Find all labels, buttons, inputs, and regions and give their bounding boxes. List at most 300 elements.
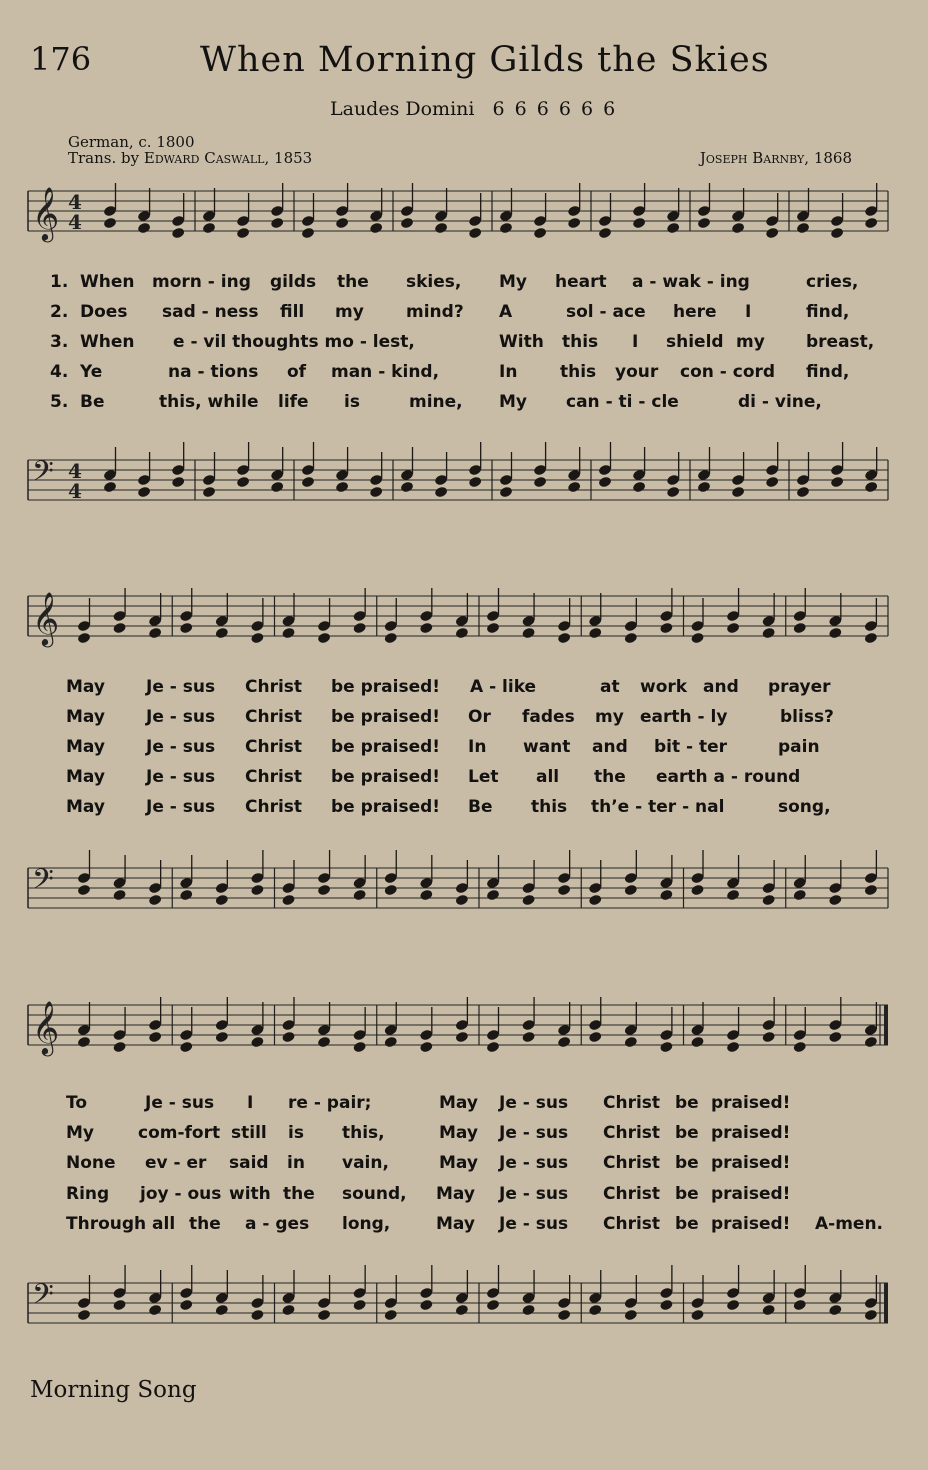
- lyric-syllable: May: [66, 737, 105, 757]
- lyric-syllable: morn - ing: [152, 272, 251, 292]
- verse-2-line-3: [0, 1123, 928, 1147]
- lyric-syllable: di - vine,: [738, 392, 822, 412]
- notehead: [761, 1031, 775, 1044]
- lyric-syllable: man - kind,: [331, 362, 440, 382]
- lyric-syllable: sound,: [342, 1184, 407, 1204]
- notehead: [171, 476, 185, 489]
- lyric-syllable: Je - sus: [146, 707, 216, 727]
- lyric-syllable: want: [523, 737, 571, 757]
- notehead: [112, 622, 126, 635]
- lyric-syllable: To: [66, 1093, 88, 1113]
- notehead: [137, 222, 151, 235]
- notehead: [419, 889, 433, 902]
- notehead: [624, 1036, 638, 1049]
- lyric-syllable: A: [499, 302, 513, 322]
- notehead: [335, 481, 349, 494]
- lyric-syllable: Christ: [603, 1184, 661, 1204]
- lyric-syllable: and: [703, 677, 739, 697]
- notehead: [317, 632, 331, 645]
- notehead: [765, 227, 779, 240]
- lyric-syllable: Christ: [245, 797, 303, 817]
- treble-clef-icon: 𝄞: [32, 591, 60, 645]
- verse-3-line-3: [0, 1153, 928, 1177]
- lyric-syllable: con - cord: [680, 362, 776, 382]
- lyric-syllable: Je - sus: [499, 1214, 569, 1234]
- notehead: [281, 627, 295, 640]
- notehead: [179, 889, 193, 902]
- bass-clef-icon: 𝄢: [32, 1278, 54, 1318]
- lyric-syllable: heart: [555, 272, 607, 292]
- notehead: [486, 889, 500, 902]
- lyric-syllable: pain: [778, 737, 820, 757]
- lyric-syllable: Christ: [245, 707, 303, 727]
- lyric-syllable: In: [468, 737, 487, 757]
- translation-year: 1853: [274, 149, 313, 167]
- notehead: [521, 1031, 535, 1044]
- notehead: [352, 889, 366, 902]
- notehead: [103, 217, 117, 230]
- notehead: [335, 217, 349, 230]
- notehead: [830, 227, 844, 240]
- notehead: [179, 1299, 193, 1312]
- notehead: [632, 481, 646, 494]
- lyric-syllable: Je - sus: [499, 1153, 569, 1173]
- notehead: [632, 217, 646, 230]
- tune-name: Laudes Domini: [330, 98, 475, 120]
- lyric-syllable: gilds: [270, 272, 317, 292]
- notehead: [486, 1041, 500, 1054]
- notehead: [250, 632, 264, 645]
- notehead: [726, 1299, 740, 1312]
- bass-clef-icon: 𝄢: [32, 455, 54, 495]
- treble-clef-icon: 𝄞: [32, 1000, 60, 1054]
- notehead: [761, 894, 775, 907]
- lyric-syllable: work: [640, 677, 688, 697]
- notehead: [215, 1304, 229, 1317]
- notehead: [830, 476, 844, 489]
- lyric-syllable: May: [439, 1153, 478, 1173]
- notehead: [666, 222, 680, 235]
- notehead: [864, 884, 878, 897]
- verse-5-line-3: [0, 1214, 928, 1238]
- lyric-syllable: with: [229, 1184, 271, 1204]
- lyric-syllable: fill: [280, 302, 305, 322]
- lyric-syllable: praised!: [711, 1153, 791, 1173]
- lyric-syllable: still: [231, 1123, 267, 1143]
- lyric-syllable: May: [66, 797, 105, 817]
- notehead: [400, 217, 414, 230]
- lyric-syllable: na - tions: [168, 362, 259, 382]
- lyric-syllable: th’e - ter - nal: [591, 797, 725, 817]
- notehead: [434, 222, 448, 235]
- lyric-syllable: Does: [80, 302, 128, 322]
- notehead: [215, 1031, 229, 1044]
- lyric-syllable: May: [66, 677, 105, 697]
- notehead: [384, 1036, 398, 1049]
- lyric-syllable: said: [229, 1153, 269, 1173]
- lyric-syllable: find,: [806, 302, 850, 322]
- notehead: [384, 884, 398, 897]
- notehead: [864, 632, 878, 645]
- verse-4-line-2: [0, 767, 928, 791]
- lyric-syllable: fades: [522, 707, 575, 727]
- lyric-syllable: praised!: [711, 1214, 791, 1234]
- lyric-syllable: shield: [666, 332, 724, 352]
- lyric-syllable: be: [675, 1214, 699, 1234]
- lyric-syllable: joy - ous: [140, 1184, 222, 1204]
- notehead: [455, 1304, 469, 1317]
- lyric-syllable: May: [439, 1123, 478, 1143]
- notehead: [419, 622, 433, 635]
- lyric-syllable: my: [736, 332, 765, 352]
- lyric-syllable: May: [439, 1093, 478, 1113]
- notehead: [281, 894, 295, 907]
- verse-2-line-2: [0, 707, 928, 731]
- notehead: [486, 1299, 500, 1312]
- hymn-title: When Morning Gilds the Skies: [200, 40, 770, 80]
- treble-staff-system-2: [0, 591, 928, 645]
- lyric-syllable: With: [499, 332, 544, 352]
- notehead: [598, 227, 612, 240]
- notehead: [659, 622, 673, 635]
- time-signature-top: 4: [68, 190, 82, 214]
- lyric-syllable: Christ: [245, 767, 303, 787]
- notehead: [236, 227, 250, 240]
- notehead: [112, 1041, 126, 1054]
- lyric-syllable: sad - ness: [162, 302, 259, 322]
- notehead: [567, 217, 581, 230]
- notehead: [588, 627, 602, 640]
- lyric-syllable: Christ: [603, 1214, 661, 1234]
- lyric-syllable: the: [337, 272, 369, 292]
- lyric-syllable: be praised!: [331, 767, 441, 787]
- notehead: [588, 1304, 602, 1317]
- notehead: [521, 627, 535, 640]
- time-signature-top: 4: [68, 459, 82, 483]
- lyric-syllable: I: [632, 332, 639, 352]
- notehead: [588, 894, 602, 907]
- lyric-syllable: Ring: [66, 1184, 110, 1204]
- notehead: [761, 1304, 775, 1317]
- notehead: [112, 1299, 126, 1312]
- notehead: [369, 486, 383, 499]
- notehead: [666, 486, 680, 499]
- lyric-syllable: e - vil thoughts mo - lest,: [173, 332, 415, 352]
- lyric-syllable: bliss?: [780, 707, 834, 727]
- notehead: [690, 884, 704, 897]
- notehead: [317, 1309, 331, 1322]
- lyric-syllable: Christ: [245, 677, 303, 697]
- lyric-syllable: this: [562, 332, 599, 352]
- tune-info: [330, 98, 617, 120]
- notehead: [761, 627, 775, 640]
- notehead: [557, 884, 571, 897]
- notehead: [726, 622, 740, 635]
- notehead: [588, 1031, 602, 1044]
- lyric-syllable: May: [66, 707, 105, 727]
- lyric-syllable: can - ti - cle: [566, 392, 679, 412]
- notehead: [726, 889, 740, 902]
- lyric-syllable: praised!: [711, 1093, 791, 1113]
- notehead: [148, 1304, 162, 1317]
- lyric-syllable: my: [335, 302, 364, 322]
- lyric-syllable: be praised!: [331, 797, 441, 817]
- lyric-syllable: My: [499, 272, 527, 292]
- notehead: [828, 1031, 842, 1044]
- notehead: [690, 632, 704, 645]
- lyric-syllable: prayer: [768, 677, 831, 697]
- notehead: [731, 222, 745, 235]
- lyric-syllable: earth a - round: [656, 767, 801, 787]
- tune-meter: 6 6 6 6 6 6: [492, 98, 618, 120]
- verse-1-line-2: [0, 677, 928, 701]
- notehead: [533, 476, 547, 489]
- lyric-syllable: here: [673, 302, 717, 322]
- notehead: [215, 627, 229, 640]
- notehead: [828, 894, 842, 907]
- notehead: [624, 632, 638, 645]
- notehead: [659, 1299, 673, 1312]
- notehead: [250, 884, 264, 897]
- notehead: [179, 622, 193, 635]
- notehead: [864, 1309, 878, 1322]
- notehead: [434, 486, 448, 499]
- notehead: [796, 222, 810, 235]
- notehead: [499, 486, 513, 499]
- notehead: [352, 1041, 366, 1054]
- composer-year: 1868: [813, 149, 852, 167]
- notehead: [179, 1041, 193, 1054]
- treble-staff-system-3: [0, 1000, 928, 1054]
- translator-name: Edward Caswall: [143, 149, 265, 167]
- notehead: [384, 1309, 398, 1322]
- verse-3-line-1: [0, 332, 928, 356]
- notehead: [557, 1036, 571, 1049]
- lyric-syllable: Je - sus: [146, 737, 216, 757]
- notehead: [103, 481, 117, 494]
- notehead: [557, 1309, 571, 1322]
- verse-5-line-2: [0, 797, 928, 821]
- notehead: [731, 486, 745, 499]
- lyric-syllable: this,: [342, 1123, 385, 1143]
- lyric-syllable: ev - er: [145, 1153, 207, 1173]
- notehead: [77, 1309, 91, 1322]
- notehead: [148, 894, 162, 907]
- notehead: [796, 486, 810, 499]
- notehead: [352, 1299, 366, 1312]
- notehead: [793, 889, 807, 902]
- notehead: [468, 227, 482, 240]
- notehead: [598, 476, 612, 489]
- notehead: [77, 884, 91, 897]
- lyric-syllable: long,: [342, 1214, 391, 1234]
- lyric-syllable: be: [675, 1093, 699, 1113]
- lyric-syllable: Je - sus: [499, 1123, 569, 1143]
- translator-credit: Trans. by Edward Caswall, 1853: [68, 149, 313, 167]
- lyric-syllable: the: [594, 767, 626, 787]
- notehead: [726, 1041, 740, 1054]
- notehead: [697, 481, 711, 494]
- lyric-syllable: this: [560, 362, 597, 382]
- lyric-syllable: Be: [80, 392, 105, 412]
- lyric-syllable: be: [675, 1184, 699, 1204]
- notehead: [369, 222, 383, 235]
- notehead: [352, 622, 366, 635]
- lyric-syllable: May: [436, 1184, 475, 1204]
- lyric-syllable: song,: [778, 797, 831, 817]
- notehead: [419, 1299, 433, 1312]
- lyric-syllable: My: [499, 392, 527, 412]
- lyric-syllable: be praised!: [331, 677, 441, 697]
- verse-3-line-2: [0, 737, 928, 761]
- lyric-syllable: mine,: [409, 392, 463, 412]
- lyric-syllable: sol - ace: [566, 302, 646, 322]
- notehead: [270, 217, 284, 230]
- topical-index-label: Morning Song: [30, 1377, 197, 1403]
- lyric-syllable: In: [499, 362, 518, 382]
- lyric-syllable: bit - ter: [654, 737, 728, 757]
- notehead: [864, 1036, 878, 1049]
- notehead: [659, 1041, 673, 1054]
- notehead: [864, 217, 878, 230]
- time-signature-bottom: 4: [68, 210, 82, 234]
- verse-2-line-1: [0, 302, 928, 326]
- lyric-syllable: the: [189, 1214, 221, 1234]
- bass-staff-system-1: [0, 455, 928, 503]
- notehead: [270, 481, 284, 494]
- lyric-syllable: Ye: [80, 362, 103, 382]
- lyric-syllable: be praised!: [331, 737, 441, 757]
- lyric-syllable: Christ: [603, 1153, 661, 1173]
- lyric-syllable: a - ges: [245, 1214, 310, 1234]
- lyric-syllable: praised!: [711, 1184, 791, 1204]
- lyric-syllable: com-fort: [138, 1123, 221, 1143]
- notehead: [793, 622, 807, 635]
- lyric-syllable: Je - sus: [146, 797, 216, 817]
- notehead: [301, 476, 315, 489]
- lyric-syllable: Je - sus: [499, 1093, 569, 1113]
- lyric-syllable: praised!: [711, 1123, 791, 1143]
- verse-number: 5.: [50, 392, 69, 412]
- lyric-syllable: the: [283, 1184, 315, 1204]
- notehead: [400, 481, 414, 494]
- notehead: [215, 894, 229, 907]
- notehead: [112, 889, 126, 902]
- lyric-syllable: this, while: [159, 392, 259, 412]
- lyric-syllable: None: [66, 1153, 116, 1173]
- translator-prefix: Trans. by: [68, 149, 140, 167]
- composer-credit: Joseph Barnby, 1868: [699, 149, 852, 167]
- lyric-syllable: May: [436, 1214, 475, 1234]
- notehead: [202, 486, 216, 499]
- notehead: [793, 1041, 807, 1054]
- notehead: [250, 1309, 264, 1322]
- lyric-syllable: Let: [468, 767, 499, 787]
- lyric-syllable: When: [80, 332, 135, 352]
- notehead: [624, 884, 638, 897]
- notehead: [301, 227, 315, 240]
- lyric-syllable: is: [344, 392, 360, 412]
- notehead: [77, 1036, 91, 1049]
- lyric-syllable: cries,: [806, 272, 859, 292]
- lyric-syllable: a - wak - ing: [632, 272, 750, 292]
- treble-clef-icon: 𝄞: [32, 186, 60, 240]
- verse-number: 3.: [50, 332, 69, 352]
- notehead: [828, 627, 842, 640]
- notehead: [567, 481, 581, 494]
- verse-number: 2.: [50, 302, 69, 322]
- lyric-syllable: I: [745, 302, 752, 322]
- verse-5-line-1: [0, 392, 928, 416]
- notehead: [486, 622, 500, 635]
- notehead: [137, 486, 151, 499]
- lyric-syllable: breast,: [806, 332, 875, 352]
- notehead: [455, 1031, 469, 1044]
- notehead: [765, 476, 779, 489]
- lyric-syllable: Je - sus: [146, 767, 216, 787]
- lyric-syllable: skies,: [406, 272, 462, 292]
- lyric-syllable: and: [592, 737, 628, 757]
- notehead: [148, 1031, 162, 1044]
- notehead: [690, 1309, 704, 1322]
- final-barline-thick: [884, 1283, 888, 1323]
- lyric-syllable: Je - sus: [499, 1184, 569, 1204]
- notehead: [697, 217, 711, 230]
- lyric-syllable: Je - sus: [146, 677, 216, 697]
- lyric-syllable: at: [600, 677, 620, 697]
- lyric-syllable: is: [288, 1123, 304, 1143]
- lyric-syllable: My: [66, 1123, 94, 1143]
- lyric-syllable: be: [675, 1123, 699, 1143]
- notehead: [317, 884, 331, 897]
- notehead: [624, 1309, 638, 1322]
- lyric-syllable: re - pair;: [288, 1093, 372, 1113]
- notehead: [690, 1036, 704, 1049]
- lyric-syllable: be: [675, 1153, 699, 1173]
- notehead: [250, 1036, 264, 1049]
- notehead: [521, 1304, 535, 1317]
- notehead: [236, 476, 250, 489]
- notehead: [521, 894, 535, 907]
- lyric-syllable: Je - sus: [145, 1093, 215, 1113]
- notehead: [384, 632, 398, 645]
- lyric-syllable: life: [278, 392, 309, 412]
- verse-1-line-3: [0, 1093, 928, 1117]
- lyric-syllable: your: [615, 362, 659, 382]
- bass-staff-system-2: [0, 863, 928, 908]
- notehead: [455, 627, 469, 640]
- notehead: [455, 894, 469, 907]
- lyric-syllable: in: [287, 1153, 305, 1173]
- lyric-syllable: Or: [468, 707, 491, 727]
- lyric-syllable: May: [66, 767, 105, 787]
- notehead: [828, 1304, 842, 1317]
- notehead: [281, 1304, 295, 1317]
- verse-4-line-1: [0, 362, 928, 386]
- notehead: [317, 1036, 331, 1049]
- lyric-syllable: Be: [468, 797, 493, 817]
- verse-number: 1.: [50, 272, 69, 292]
- lyric-syllable: be praised!: [331, 707, 441, 727]
- notehead: [148, 627, 162, 640]
- notehead: [557, 632, 571, 645]
- composer-name: Joseph Barnby: [699, 149, 805, 167]
- verse-number: 4.: [50, 362, 69, 382]
- lyric-syllable: I: [247, 1093, 254, 1113]
- lyric-syllable: A - like: [470, 677, 537, 697]
- notehead: [864, 481, 878, 494]
- notehead: [281, 1031, 295, 1044]
